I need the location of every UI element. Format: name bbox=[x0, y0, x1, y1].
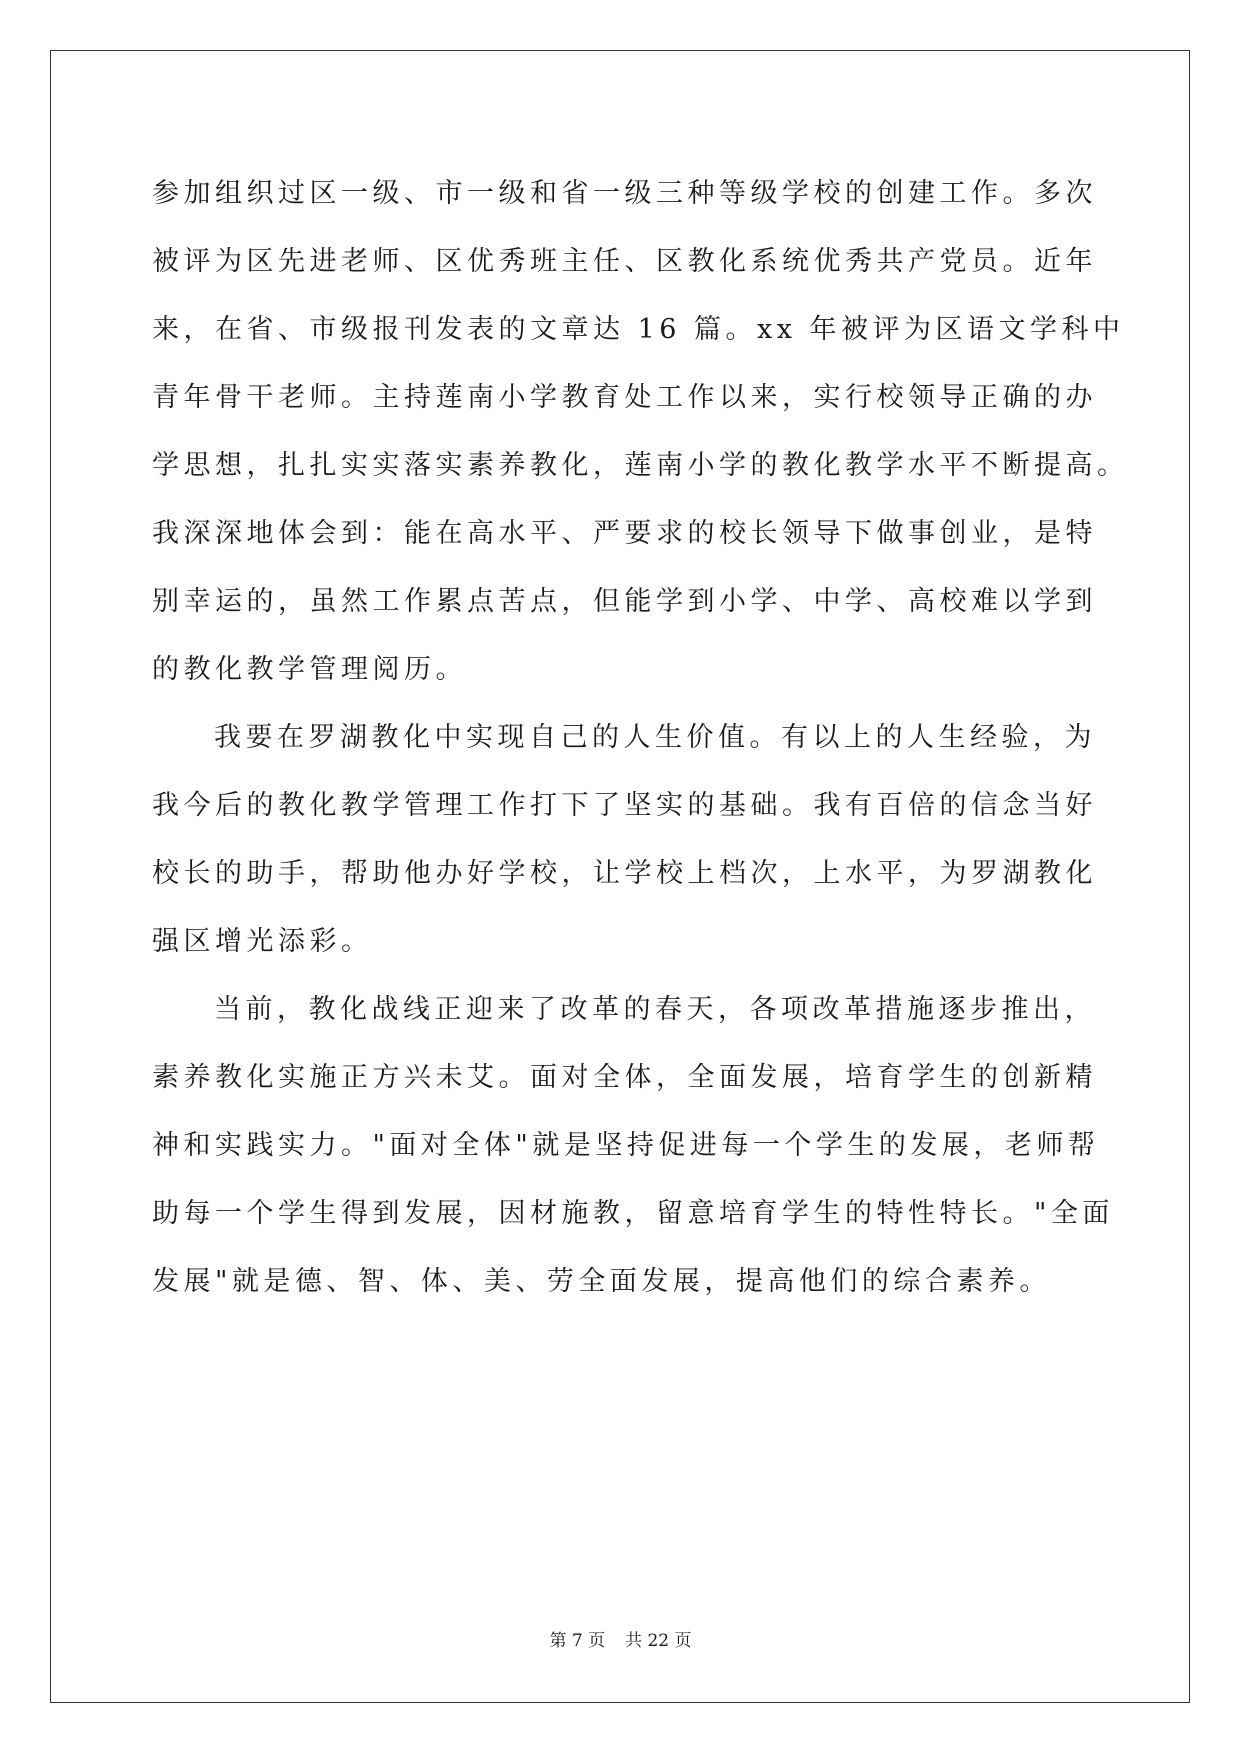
text-line: 参加组织过区一级、市一级和省一级三种等级学校的创建工作。多次 bbox=[152, 178, 1097, 209]
text-line: 我深深地体会到：能在高水平、严要求的校长领导下做事创业，是特 bbox=[152, 518, 1097, 549]
page-number: 第 7 页 bbox=[549, 1631, 606, 1651]
paragraph-first-line: 当前，教化战线正迎来了改革的春天，各项改革措施逐步推出， bbox=[214, 994, 1096, 1025]
text-line: 学思想，扎扎实实落实素养教化，莲南小学的教化教学水平不断提高。 bbox=[152, 450, 1129, 481]
text-line: 强区增光添彩。 bbox=[152, 926, 373, 957]
document-body bbox=[152, 160, 1129, 1316]
text-line: 别幸运的，虽然工作累点苦点，但能学到小学、中学、高校难以学到 bbox=[152, 586, 1097, 617]
page-total: 共 22 页 bbox=[625, 1631, 692, 1651]
page-footer bbox=[0, 1626, 1241, 1651]
text-line: 神和实践实力。"面对全体"就是坚持促进每一个学生的发展，老师帮 bbox=[152, 1130, 1100, 1161]
text-line: 校长的助手，帮助他办好学校，让学校上档次，上水平，为罗湖教化 bbox=[152, 858, 1097, 889]
text-line: 素养教化实施正方兴未艾。面对全体，全面发展，培育学生的创新精 bbox=[152, 1062, 1097, 1093]
text-line: 青年骨干老师。主持莲南小学教育处工作以来，实行校领导正确的办 bbox=[152, 382, 1097, 413]
text-line: 我今后的教化教学管理工作打下了坚实的基础。我有百倍的信念当好 bbox=[152, 790, 1097, 821]
paragraph-first-line: 我要在罗湖教化中实现自己的人生价值。有以上的人生经验，为 bbox=[214, 722, 1096, 753]
text-line: 助每一个学生得到发展，因材施教，留意培育学生的特性特长。"全面 bbox=[152, 1198, 1114, 1229]
text-line: 被评为区先进老师、区优秀班主任、区教化系统优秀共产党员。近年 bbox=[152, 246, 1097, 277]
text-line: 来，在省、市级报刊发表的文章达 16 篇。xx 年被评为区语文学科中 bbox=[152, 314, 1125, 345]
text-line: 的教化教学管理阅历。 bbox=[152, 654, 467, 685]
text-line: 发展"就是德、智、体、美、劳全面发展，提高他们的综合素养。 bbox=[152, 1266, 1051, 1297]
